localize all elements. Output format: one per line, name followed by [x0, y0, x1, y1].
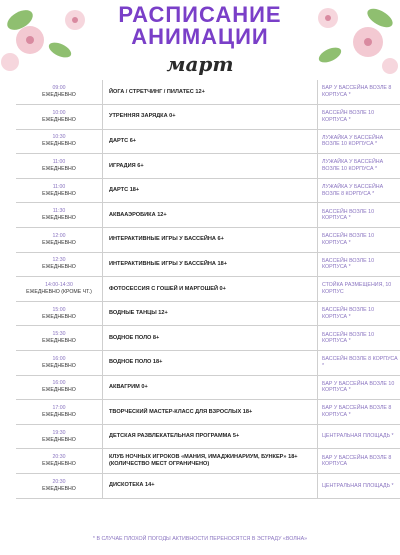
- time-cell: [16, 449, 103, 474]
- schedule-row: [16, 424, 400, 449]
- time-text: 10:00: [52, 109, 66, 116]
- schedule-row: [16, 105, 400, 130]
- time-text: 17:00: [52, 405, 66, 412]
- schedule-row: [16, 252, 400, 277]
- days-text: ЕЖЕДНЕВНО: [42, 338, 76, 345]
- title-line-1: РАСПИСАНИЕ: [118, 2, 282, 27]
- activity-cell: ДИСКОТЕКА 14+: [103, 474, 318, 499]
- weather-footnote: * В СЛУЧАЕ ПЛОХОЙ ПОГОДЫ АКТИВНОСТИ ПЕРЕНОСЯТСЯ В ЭСТРАДУ «ВОЛНА»: [92, 536, 308, 542]
- time-text: 16:00: [52, 355, 66, 362]
- activity-cell: ТВОРЧЕСКИЙ МАСТЕР-КЛАСС ДЛЯ ВЗРОСЛЫХ 18+: [103, 400, 318, 425]
- time-cell: [16, 154, 103, 179]
- activity-cell: ВОДНЫЕ ТАНЦЫ 12+: [103, 301, 318, 326]
- time-cell: [16, 375, 103, 400]
- location-cell: БАССЕЙН ВОЗЛЕ 10 КОРПУСА *: [318, 203, 400, 228]
- time-cell: [16, 277, 103, 302]
- location-cell: БАССЕЙН ВОЗЛЕ 10 КОРПУСА *: [318, 301, 400, 326]
- time-text: 19:30: [52, 429, 66, 436]
- location-cell: СТОЙКА РАЗМЕЩЕНИЯ, 10 КОРПУС: [318, 277, 400, 302]
- days-text: ЕЖЕДНЕВНО: [42, 313, 76, 320]
- time-text: 10:30: [52, 134, 66, 141]
- location-cell: БАР У БАССЕЙНА ВОЗЛЕ 8 КОРПУСА *: [318, 400, 400, 425]
- time-cell: [16, 80, 103, 105]
- time-cell: [16, 301, 103, 326]
- days-text: ЕЖЕДНЕВНО: [42, 141, 76, 148]
- time-cell: [16, 400, 103, 425]
- days-text: ЕЖЕДНЕВНО: [42, 387, 76, 394]
- activity-cell: ЙОГА / СТРЕТЧИНГ / ПИЛАТЕС 12+: [103, 80, 318, 105]
- location-cell: БАССЕЙН ВОЗЛЕ 10 КОРПУСА *: [318, 326, 400, 351]
- location-cell: ЛУЖАЙКА У БАССЕЙНА ВОЗЛЕ 8 КОРПУСА *: [318, 178, 400, 203]
- activity-cell: ДАРТС 6+: [103, 129, 318, 154]
- time-cell: [16, 228, 103, 253]
- location-cell: ЦЕНТРАЛЬНАЯ ПЛОЩАДЬ *: [318, 474, 400, 499]
- time-text: 15:30: [52, 331, 66, 338]
- days-text: ЕЖЕДНЕВНО: [42, 215, 76, 222]
- activity-cell: ДЕТСКАЯ РАЗВЛЕКАТЕЛЬНАЯ ПРОГРАММА 5+: [103, 424, 318, 449]
- time-text: 20:30: [52, 478, 66, 485]
- schedule-row: [16, 449, 400, 474]
- time-text: 15:00: [52, 306, 66, 313]
- days-text: ЕЖЕДНЕВНО: [42, 239, 76, 246]
- month-subtitle: март: [166, 52, 234, 76]
- activity-cell: ИНТЕРАКТИВНЫЕ ИГРЫ У БАССЕЙНА 6+: [103, 228, 318, 253]
- days-text: ЕЖЕДНЕВНО: [42, 436, 76, 443]
- location-cell: БАР У БАССЕЙНА ВОЗЛЕ 8 КОРПУСА: [318, 449, 400, 474]
- schedule-row: [16, 301, 400, 326]
- schedule-row: [16, 80, 400, 105]
- activity-cell: УТРЕННЯЯ ЗАРЯДКА 0+: [103, 105, 318, 130]
- time-text: 16:00: [52, 380, 66, 387]
- location-cell: ЛУЖАЙКА У БАССЕЙНА ВОЗЛЕ 10 КОРПУСА *: [318, 154, 400, 179]
- time-text: 11:00: [52, 159, 66, 166]
- days-text: ЕЖЕДНЕВНО: [42, 461, 76, 468]
- time-text: 20:30: [52, 454, 66, 461]
- page-header: [0, 4, 400, 74]
- schedule-row: [16, 326, 400, 351]
- days-text: ЕЖЕДНЕВНО: [42, 264, 76, 271]
- activity-cell: ИГРАДИЯ 6+: [103, 154, 318, 179]
- activity-cell: ИНТЕРАКТИВНЫЕ ИГРЫ У БАССЕЙНА 18+: [103, 252, 318, 277]
- location-cell: БАССЕЙН ВОЗЛЕ 10 КОРПУСА *: [318, 252, 400, 277]
- schedule-table: [16, 80, 398, 499]
- time-cell: [16, 474, 103, 499]
- time-text: 12:30: [52, 257, 66, 264]
- location-cell: БАР У БАССЕЙНА ВОЗЛЕ 10 КОРПУСА *: [318, 375, 400, 400]
- activity-cell: ВОДНОЕ ПОЛО 18+: [103, 351, 318, 376]
- schedule-row: [16, 375, 400, 400]
- activity-cell: ФОТОСЕССИЯ С ГОШЕЙ И МАРГОШЕЙ 0+: [103, 277, 318, 302]
- schedule-row: [16, 129, 400, 154]
- time-cell: [16, 178, 103, 203]
- time-cell: [16, 252, 103, 277]
- location-cell: ЦЕНТРАЛЬНАЯ ПЛОЩАДЬ *: [318, 424, 400, 449]
- schedule-row: [16, 178, 400, 203]
- activity-cell: КЛУБ НОЧНЫХ ИГРОКОВ «МАНИЯ, ИМАДЖИНАРИУМ, БУНКЕР» 18+ (КОЛИЧЕСТВО МЕСТ ОГРАНИЧЕНО): [103, 449, 318, 474]
- time-text: 11:30: [52, 208, 66, 215]
- days-text: ЕЖЕДНЕВНО: [42, 92, 76, 99]
- schedule-row: [16, 154, 400, 179]
- time-text: 14:00-14:30: [45, 282, 73, 289]
- location-cell: БАССЕЙН ВОЗЛЕ 10 КОРПУСА *: [318, 228, 400, 253]
- days-text: ЕЖЕДНЕВНО: [42, 485, 76, 492]
- title-line-2: АНИМАЦИИ: [131, 24, 269, 49]
- days-text: ЕЖЕДНЕВНО: [42, 166, 76, 173]
- activity-cell: ДАРТС 18+: [103, 178, 318, 203]
- schedule-row: [16, 351, 400, 376]
- schedule-row: [16, 228, 400, 253]
- time-cell: [16, 129, 103, 154]
- days-text: ЕЖЕДНЕВНО: [42, 190, 76, 197]
- days-text: ЕЖЕДНЕВНО (КРОМЕ ЧТ.): [26, 289, 92, 296]
- time-cell: [16, 424, 103, 449]
- schedule-row: [16, 400, 400, 425]
- schedule-row: [16, 277, 400, 302]
- days-text: ЕЖЕДНЕВНО: [42, 412, 76, 419]
- location-cell: БАССЕЙН ВОЗЛЕ 10 КОРПУСА *: [318, 105, 400, 130]
- days-text: ЕЖЕДНЕВНО: [42, 116, 76, 123]
- location-cell: БАР У БАССЕЙНА ВОЗЛЕ 8 КОРПУСА *: [318, 80, 400, 105]
- schedule-row: [16, 203, 400, 228]
- days-text: ЕЖЕДНЕВНО: [42, 362, 76, 369]
- activity-cell: АКВАГРИМ 0+: [103, 375, 318, 400]
- time-cell: [16, 351, 103, 376]
- time-text: 11:00: [52, 183, 66, 190]
- activity-cell: АКВААЭРОБИКА 12+: [103, 203, 318, 228]
- time-text: 12:00: [52, 232, 66, 239]
- time-cell: [16, 203, 103, 228]
- location-cell: ЛУЖАЙКА У БАССЕЙНА ВОЗЛЕ 10 КОРПУСА *: [318, 129, 400, 154]
- schedule-row: [16, 474, 400, 499]
- location-cell: БАССЕЙН ВОЗЛЕ 8 КОРПУСА *: [318, 351, 400, 376]
- activity-cell: ВОДНОЕ ПОЛО 8+: [103, 326, 318, 351]
- time-text: 09:00: [52, 85, 66, 92]
- time-cell: [16, 105, 103, 130]
- time-cell: [16, 326, 103, 351]
